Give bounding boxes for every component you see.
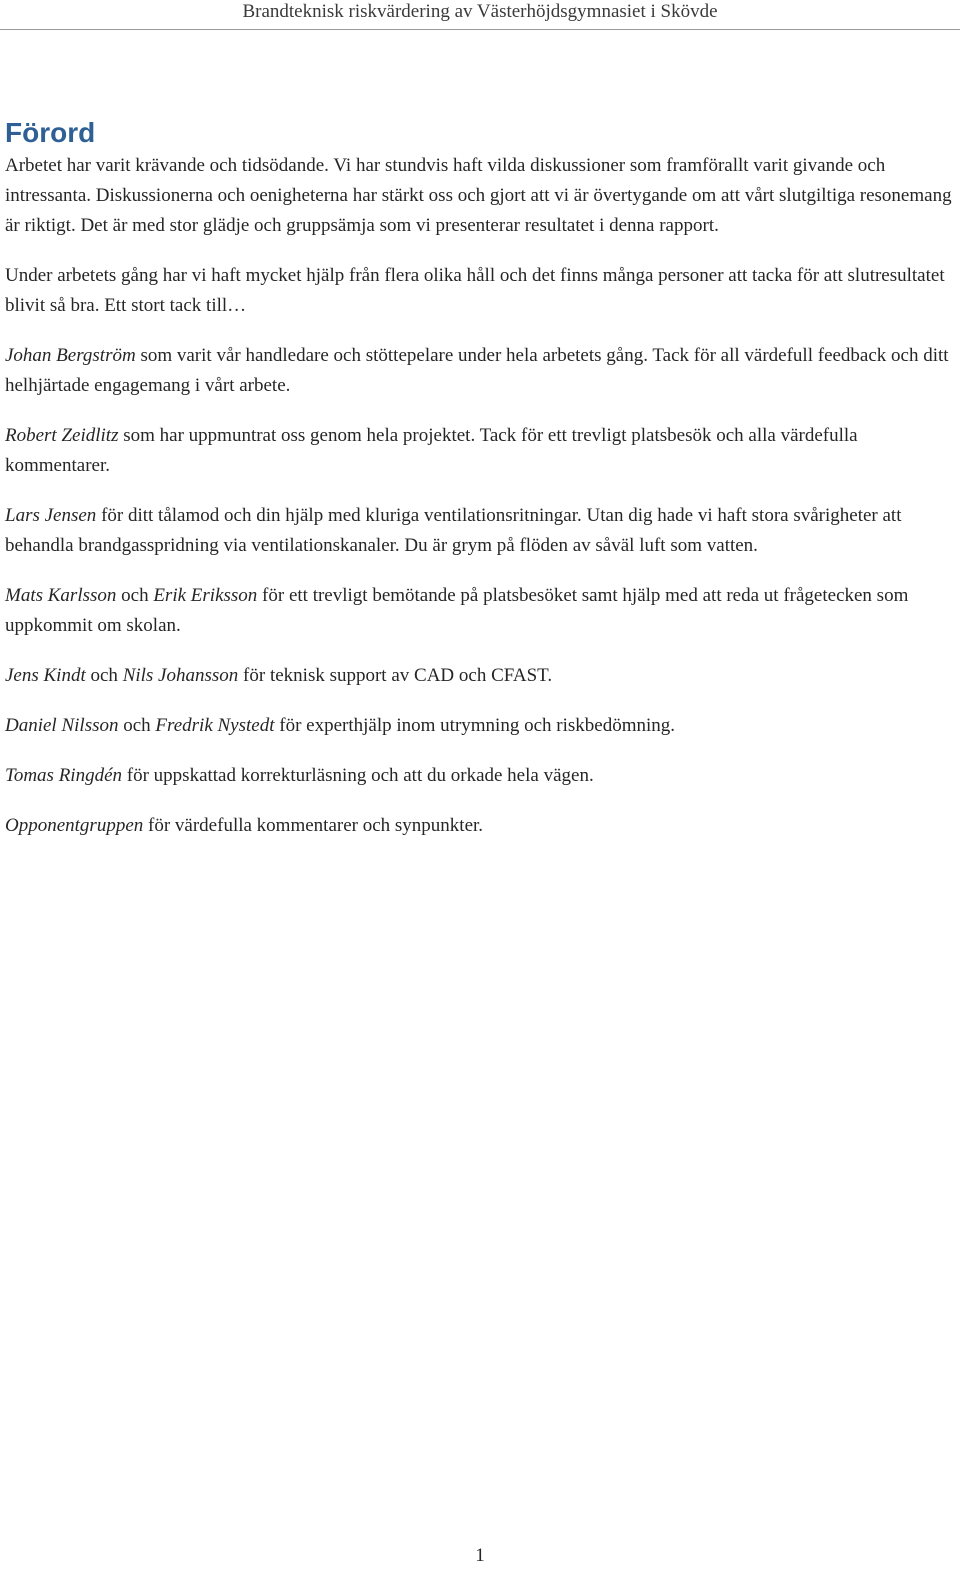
- thanks-tomas: [5, 761, 955, 791]
- thanks-mats-erik: [5, 581, 955, 641]
- thanks-daniel-fredrik: [5, 711, 955, 741]
- page-header: [0, 0, 960, 30]
- name-joiner: och: [116, 585, 154, 606]
- thanks-text: för ett trevligt bemötande på platsbesöket samt hjälp med att reda ut frågetecken som uppkommit om skolan.: [5, 585, 909, 636]
- thanks-text: som varit vår handledare och stöttepelare under hela arbetets gång. Tack för all värdefull feedback och ditt helhjärtade engagemang i vårt arbete.: [5, 345, 949, 396]
- section-heading: Förord: [5, 117, 96, 148]
- thanks-jens-nils: [5, 661, 955, 691]
- name-joiner: och: [85, 665, 123, 686]
- person-name: Johan Bergström: [5, 345, 136, 366]
- thanks-text: för experthjälp inom utrymning och riskbedömning.: [274, 715, 676, 736]
- page-number: 1: [475, 1545, 485, 1566]
- thanks-text: för ditt tålamod och din hjälp med kluriga ventilationsritningar. Utan dig hade vi haft stora svårigheter att behandla brandgasspridning via ventilationskanaler. Du är grym på flöden av såväl luft som vatten.: [5, 505, 902, 556]
- person-name: Daniel Nilsson: [5, 715, 119, 736]
- thanks-text: för värdefulla kommentarer och synpunkter.: [143, 815, 484, 836]
- person-name: Nils Johansson: [122, 665, 239, 686]
- person-name: Robert Zeidlitz: [5, 425, 119, 446]
- thanks-text: som har uppmuntrat oss genom hela projektet. Tack för ett trevligt platsbesök och alla värdefulla kommentarer.: [5, 425, 858, 476]
- thanks-robert: [5, 421, 955, 481]
- document-body: [5, 113, 955, 861]
- person-name: Fredrik Nystedt: [155, 715, 275, 736]
- thanks-lars: [5, 501, 955, 561]
- group-name: Opponentgruppen: [5, 815, 144, 836]
- person-name: Mats Karlsson: [5, 585, 117, 606]
- thanks-opponent: [5, 811, 955, 841]
- intro-paragraph: Arbetet har varit krävande och tidsödande. Vi har stundvis haft vilda diskussioner som framförallt varit givande och intressanta. Diskussionerna och oenigheterna har stärkt oss och gjort att vi är övertygande om att vårt slutgiltiga resonemang är riktigt. Det är med stor glädje och gruppsämja som vi presenterar resultatet i denna rapport.: [5, 155, 952, 236]
- person-name: Erik Eriksson: [153, 585, 258, 606]
- document-title: Brandteknisk riskvärdering av Västerhöjdsgymnasiet i Skövde: [242, 1, 718, 22]
- thanks-text: för teknisk support av CAD och CFAST.: [238, 665, 553, 686]
- thanks-text: för uppskattad korrekturläsning och att du orkade hela vägen.: [122, 765, 594, 786]
- person-name: Tomas Ringdén: [5, 765, 123, 786]
- person-name: Jens Kindt: [5, 665, 86, 686]
- name-joiner: och: [118, 715, 156, 736]
- help-paragraph: Under arbetets gång har vi haft mycket hjälp från flera olika håll och det finns många personer att tacka för att slutresultatet blivit så bra. Ett stort tack till…: [5, 265, 945, 316]
- person-name: Lars Jensen: [5, 505, 97, 526]
- thanks-johan: [5, 341, 955, 401]
